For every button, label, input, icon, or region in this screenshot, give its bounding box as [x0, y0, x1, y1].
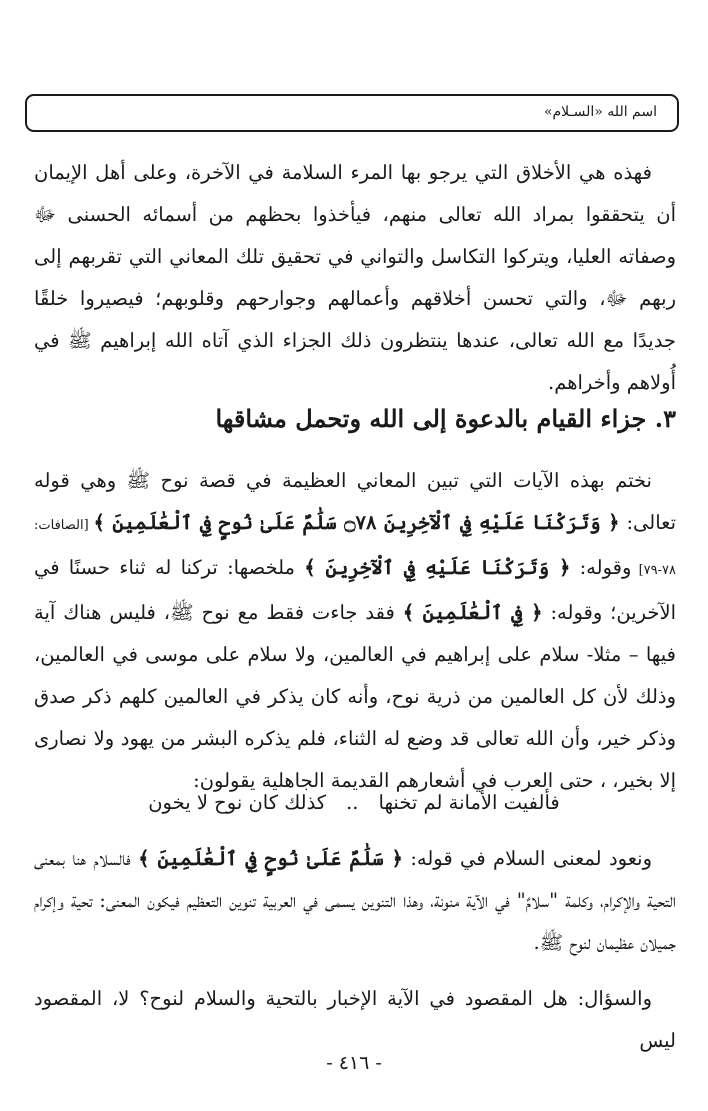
paragraph-2-text-1: نختم بهذه الآيات التي تبين المعاني العظيمة في قصة نوح ﷺ وهي قوله تعالى: [34, 469, 676, 534]
verse-separator: .. [346, 791, 359, 814]
paragraph-1-text: فهذه هي الأخلاق التي يرجو بها المرء السلامة في الآخرة، وعلى أهل الإيمان أن يتحققوا بمراد الله تعالى منهم، فيأخذوا بحظهم من أسمائه الحسنى ﷻ وصفاته العليا، ويتركوا التكاسل والتواني في تحقيق تلك المعاني التي تقربهم إلى ربهم ﷻ، والتي تحسن أخلاقهم وأعمالهم وجوارحهم وقلوبهم؛ فيصيروا خلقًا جديدًا مع الله تعالى، عندها ينتظرون ذلك الجزاء الذي آتاه الله إبراهيم ﷺ في أُولاهم وأخراهم. [34, 161, 676, 394]
verse-first-hemistich: فألفيت الأمانة لم تخنها [378, 791, 560, 814]
verse-second-hemistich: كذلك كان نوح لا يخون [148, 791, 327, 814]
quran-verse-1: ﴿ وَتَرَكْنَا عَلَيْهِ فِي ٱلْآخِرِينَ ۝٧٨ سَلَٰمٌ عَلَىٰ نُوحٍ فِي ٱلْعَٰلَمِينَ ﴾ [93, 511, 620, 534]
quran-verse-2: ﴿ وَتَرَكْنَا عَلَيْهِ فِي ٱلْآخِرِينَ ﴾ [304, 556, 571, 579]
section-heading: ٣. جزاء القيام بالدعوة إلى الله وتحمل مشاقها [215, 404, 676, 433]
paragraph-2-text-3: ملخصها: تركنا له ثناء حسنًا في الآخرين؛ وقوله: [34, 556, 676, 624]
paragraph-2-text-2: وقوله: [570, 556, 632, 579]
paragraph-3-text-1: ونعود لمعنى السلام في قوله: [402, 847, 652, 870]
paragraph-2-text-4: فقد جاءت فقط مع نوح ﷺ، فليس هناك آية فيها – مثلا- سلام على إبراهيم في العالمين، ولا سلام على موسى في العالمين، وذلك لأن كل العالمين من ذرية نوح، وأنه كان يذكر في العالمين كلهم ذكر صدق وذكر خير، وأن الله تعالى قد وضع له الثناء، فلم يذكره البشر من يهود ولا نصارى إلا بخير، ، حتى العرب في أشعارهم القديمة الجاهلية يقولون: [34, 601, 676, 792]
paragraph-3-text-2: فالسلام هنا بمعنى التحية والإكرام، وكلمة "سلامٌ" في الآية منونة، وهذا التنوين يسمى في العربية تنوين التعظيم فيكون المعنى: تحية وإكرام جميلان عظيمان لنوح ﷺ. [34, 847, 676, 954]
quran-verse-4: ﴿ سَلَٰمٌ عَلَىٰ نُوحٍ فِي ٱلْعَٰلَمِينَ ﴾ [138, 847, 403, 870]
poetry-verse [0, 782, 708, 824]
quran-verse-3: ﴿ فِي ٱلْعَٰلَمِينَ ﴾ [402, 601, 543, 624]
verse-reference: [الصافات: ٧٨-٧٩] [34, 518, 676, 578]
running-header-title: اسم الله «السـلام» [543, 104, 657, 120]
paragraph-2 [34, 460, 676, 802]
running-header [25, 94, 679, 132]
paragraph-3 [34, 838, 676, 964]
paragraph-4 [34, 978, 676, 1062]
paragraph-1 [34, 152, 676, 404]
page-number: - ٤١٦ - [326, 1052, 382, 1074]
paragraph-4-text: والسؤال: هل المقصود في الآية الإخبار بالتحية والسلام لنوح؟ لا، المقصود ليس [34, 987, 676, 1052]
